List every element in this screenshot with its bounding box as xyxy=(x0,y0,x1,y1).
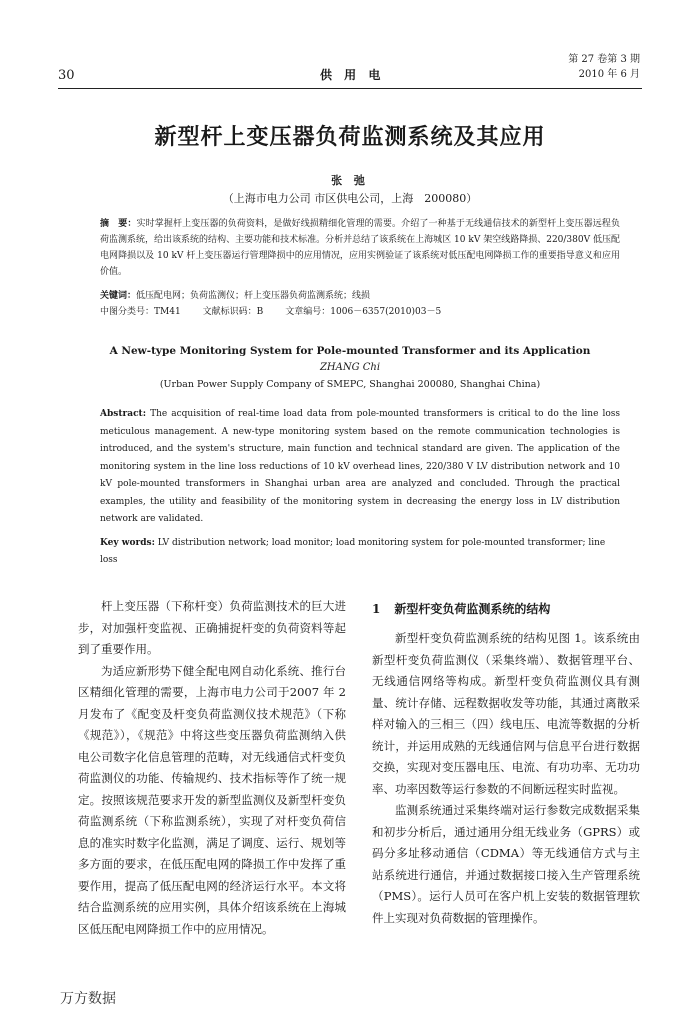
abstract-label: 摘 要： xyxy=(100,219,137,229)
keywords-text: 低压配电网；负荷监测仪；杆上变压器负荷监测系统；线损 xyxy=(136,291,371,301)
right-column xyxy=(372,628,640,929)
english-keywords-label: Key words: xyxy=(100,538,155,548)
english-author: ZHANG Chi xyxy=(319,362,381,373)
footer-watermark: 万方数据 xyxy=(60,991,116,1007)
journal-name: 供 用 电 xyxy=(320,68,385,82)
english-abstract-text: The acquisition of real-time load data from pole-mounted transformers is critical to do the line loss meticulous management. A new-type monitoring system based on the remote communication technologies is introduced, and the system's structure, main function and technical standard are given. The application of the monitoring system in the line loss reductions of 10 kV overhead lines, 220/380 V LV distribution network and 10 kV pole-mounted transformers in Shanghai urban area are analyzed and concluded. Through the practical examples, the utility and feasibility of the monitoring system in decreasing the energy loss in LV distribution network are validated. xyxy=(100,409,620,524)
english-keywords xyxy=(100,535,620,569)
classification-line xyxy=(100,304,620,320)
left-column xyxy=(78,596,346,940)
chinese-keywords xyxy=(100,288,620,304)
chinese-abstract xyxy=(100,216,620,280)
affiliation: （上海市电力公司 市区供电公司，上海 200080） xyxy=(222,192,478,205)
abstract-text: 实时掌握杆上变压器的负荷资料，是做好线损精细化管理的需要。介绍了一种基于无线通信技术的新型杆上变压器远程负荷监测系统，给出该系统的结构、主要功能和技术标准。分析并总结了该系统在上海城区 10 kV 架空线路降损、220/380V 低压配电网降损以及 10 kV 杆上变压器运行管理降损中的应用情况，应用实例验证了该系统对低压配电网降损工作的重要指导意义和应用价值。 xyxy=(100,219,620,277)
body-paragraph: 杆上变压器（下称杆变）负荷监测技术的巨大进步，对加强杆变监视、正确捕捉杆变的负荷资料等起到了重要作用。 xyxy=(78,599,346,656)
volume-issue: 第 27 卷第 3 期 xyxy=(568,54,640,65)
issue-info xyxy=(540,52,640,82)
body-paragraph: 新型杆变负荷监测系统的结构见图 1。该系统由新型杆变负荷监测仪（采集终端）、数据管理平台、无线通信网络等构成。新型杆变负荷监测仪具有测量、统计存储、远程数据收发等功能，其通过离散采样对输入的三相三（四）线电压、电流等数据的分析统计，并运用成熟的无线通信网与信息平台进行数据交换，实现对变压器电压、电流、有功功率、无功功率、功率因数等运行参数的不间断远程实时监视。 xyxy=(372,631,640,796)
section-heading xyxy=(372,600,640,617)
document-code: 文献标识码：B xyxy=(202,307,264,317)
paper-title: 新型杆上变压器负荷监测系统及其应用 xyxy=(154,124,546,150)
english-keywords-text: LV distribution network; load monitor; load monitoring system for pole-mounted transformer; line loss xyxy=(100,538,606,565)
header-rule xyxy=(58,88,642,89)
body-paragraph: 监测系统通过采集终端对运行参数完成数据采集和初步分析后，通过通用分组无线业务（GPRS）或码分多址移动通信（CDMA）等无线通信方式与主站系统进行通信，并通过数据接口接入生产管理系统（PMS）。运行人员可在客户机上安装的数据管理软件上实现对负荷数据的管理操作。 xyxy=(372,803,640,925)
section-title: 新型杆变负荷监测系统的结构 xyxy=(394,602,551,616)
author: 张 弛 xyxy=(331,174,369,187)
keywords-label: 关键词： xyxy=(100,291,137,301)
clc-number: 中图分类号：TM41 xyxy=(100,307,181,317)
publication-date: 2010 年 6 月 xyxy=(578,69,640,80)
article-number: 文章编号：1006－6357(2010)03－5 xyxy=(285,307,442,317)
page-number: 30 xyxy=(58,68,75,83)
english-affiliation: (Urban Power Supply Company of SMEPC, Shanghai 200080, Shanghai China) xyxy=(159,379,541,390)
section-number: 1 xyxy=(372,602,381,616)
english-abstract-label: Abstract: xyxy=(100,409,147,419)
english-title: A New-type Monitoring System for Pole-mounted Transformer and its Application xyxy=(109,345,591,357)
body-paragraph: 为适应新形势下健全配电网自动化系统、推行台区精细化管理的需要，上海市电力公司于2007 年 2 月发布了《配变及杆变负荷监测仪技术规范》（下称《规范》），《规范》中将这些变压器负荷监测纳入供电公司数字化信息管理的范畴，对无线通信式杆变负荷监测仪的功能、传输规约、技术指标等作了统一规定。按照该规范要求开发的新型监测仪及新型杆变负荷监测系统（下称监测系统），实现了对杆变负荷信息的准实时数字化监测，满足了调度、运行、规划等多方面的要求，在低压配电网的降损工作中发挥了重要作用，提高了低压配电网的经济运行水平。本文将结合监测系统的应用实例，具体介绍该系统在上海城区低压配电网降损工作中的应用情况。 xyxy=(78,663,346,936)
english-abstract xyxy=(100,406,620,529)
